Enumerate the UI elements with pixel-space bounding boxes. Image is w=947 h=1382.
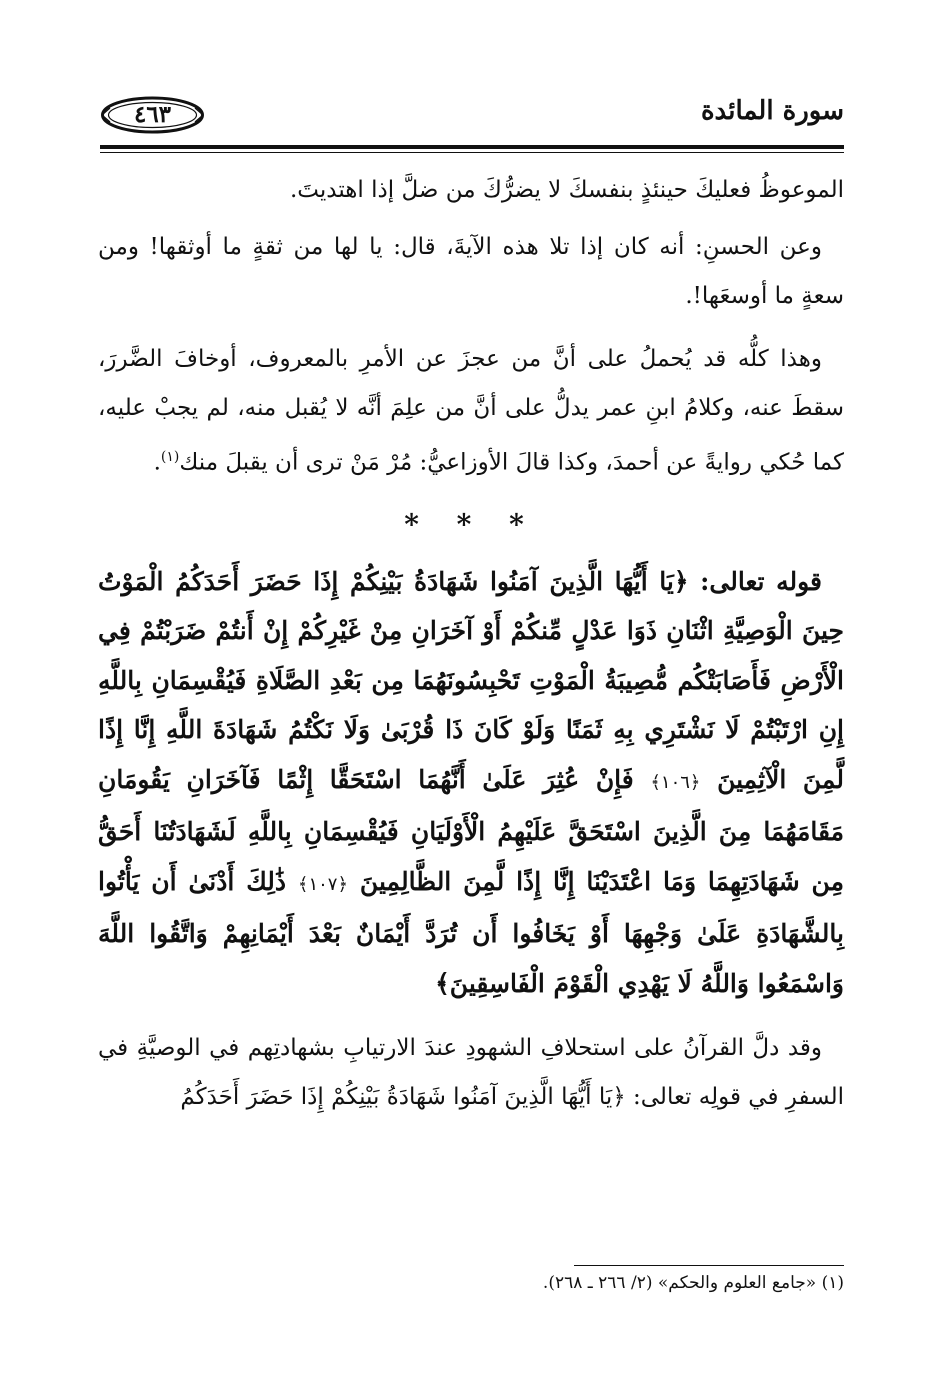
surah-title: سورة المائدة (700, 96, 844, 126)
paragraph-1: الموعوظُ فعليكَ حينئذٍ بنفسكَ لا يضرُّكَ من ضلَّ إذا اهتديتَ. (289, 177, 844, 203)
header-rule-thin (100, 152, 844, 153)
quran-close-bracket: ﴾ (435, 968, 450, 998)
quran-verse-107: فَإِنْ عُثِرَ عَلَىٰ أَنَّهُمَا اسْتَحَقَّا إِثْمًا فَآخَرَانِ يَقُومَانِ مَقَامَهُمَا مِنَ الَّذِينَ اسْتَحَقَّ عَلَيْهِمُ الْأَوْلَيَانِ فَيُقْسِمَانِ بِاللَّهِ لَشَهَادَتُنَا أَحَقُّ مِن شَهَادَتِهِمَا وَمَا اعْتَدَيْنَا إِنَّا إِذًا لَّمِنَ الظَّالِمِينَ (98, 764, 844, 896)
page-number: ٤٦٣ (133, 101, 172, 128)
footnote-marker: (١) (160, 449, 180, 465)
ayah-number-107: ﴿١٠٧﴾ (297, 873, 349, 895)
paragraph-2: وعن الحسنِ: أنه كان إذا تلا هذه الآيةَ، قال: يا لها من ثقةٍ ما أوثقها! ومن سعةٍ ما أوسعَها!. (98, 234, 844, 309)
paragraph-3: وهذا كلُّه قد يُحملُ على أنَّ من عجزَ عن الأمرِ بالمعروف، أوخافَ الضَّررَ، سقطَ عنه، وكلامُ ابنِ عمر يدلُّ على أنَّ من علِمَ أنَّه لا يُقبل منه، لم يجبْ عليه، كما حُكي روايةً عن أحمدَ، وكذا قالَ الأوزاعيُّ: مُرْ مَنْ ترى أن يقبلَ منك$^{(١)}$. (98, 346, 844, 476)
page-number-badge (100, 96, 205, 134)
closing-paragraph: وقد دلَّ القرآنُ على استحلافِ الشهودِ عندَ الارتيابِ بشهادتِهم في الوصيَّةِ في السفرِ في قولِه تعالى: ﴿يَا أَيُّهَا الَّذِينَ آمَنُوا شَهَادَةُ بَيْنِكُمْ إِذَا حَضَرَ أَحَدَكُمُ (98, 1035, 844, 1111)
page-body (98, 166, 844, 1136)
footnote: (١) «جامع العلوم والحكم» (٢/ ٢٦٦ ـ ٢٦٨). (542, 1273, 844, 1293)
quran-verse-106: يَا أَيُّهَا الَّذِينَ آمَنُوا شَهَادَةُ بَيْنِكُمْ إِذَا حَضَرَ أَحَدَكُمُ الْمَوْتُ حِينَ الْوَصِيَّةِ اثْنَانِ ذَوَا عَدْلٍ مِّنكُمْ أَوْ آخَرَانِ مِنْ غَيْرِكُمْ إِنْ أَنتُمْ ضَرَبْتُمْ فِي الْأَرْضِ فَأَصَابَتْكُم مُّصِيبَةُ الْمَوْتِ تَحْبِسُونَهُمَا مِن بَعْدِ الصَّلَاةِ فَيُقْسِمَانِ بِاللَّهِ إِنِ ارْتَبْتُمْ لَا نَشْتَرِي بِهِ ثَمَنًا وَلَوْ كَانَ ذَا قُرْبَىٰ وَلَا نَكْتُمُ شَهَادَةَ اللَّهِ إِنَّا إِذًا لَّمِنَ الْآثِمِينَ (98, 566, 844, 794)
ayah-number-106: ﴿١٠٦﴾ (650, 771, 701, 793)
section-separator: * * * (404, 507, 538, 541)
quran-verse-108: ذَٰلِكَ أَدْنَىٰ أَن يَأْتُوا بِالشَّهَادَةِ عَلَىٰ وَجْهِهَا أَوْ يَخَافُوا أَن تُرَدَّ أَيْمَانٌ بَعْدَ أَيْمَانِهِمْ وَاتَّقُوا اللَّهَ وَاسْمَعُوا وَاللَّهُ لَا يَهْدِي الْقَوْمَ الْفَاسِقِينَ (98, 866, 844, 998)
paragraph-3-text: وهذا كلُّه قد يُحملُ على أنَّ من عجزَ عن الأمرِ بالمعروف، أوخافَ الضَّررَ، سقطَ عنه، وكلامُ ابنِ عمر يدلُّ على أنَّ من علِمَ أنَّه لا يُقبل منه، لم يجبْ عليه، كما حُكي روايةً عن أحمدَ، وكذا قالَ الأوزاعيُّ: مُرْ مَنْ ترى أن يقبلَ منك (98, 346, 844, 476)
header-rule-thick (100, 145, 844, 149)
quran-open-bracket: ﴿ (673, 566, 689, 596)
quran-verse-block (98, 557, 844, 1009)
page-header (100, 92, 844, 148)
footnote-rule (574, 1265, 844, 1266)
quran-intro: قوله تعالى: (700, 566, 822, 596)
